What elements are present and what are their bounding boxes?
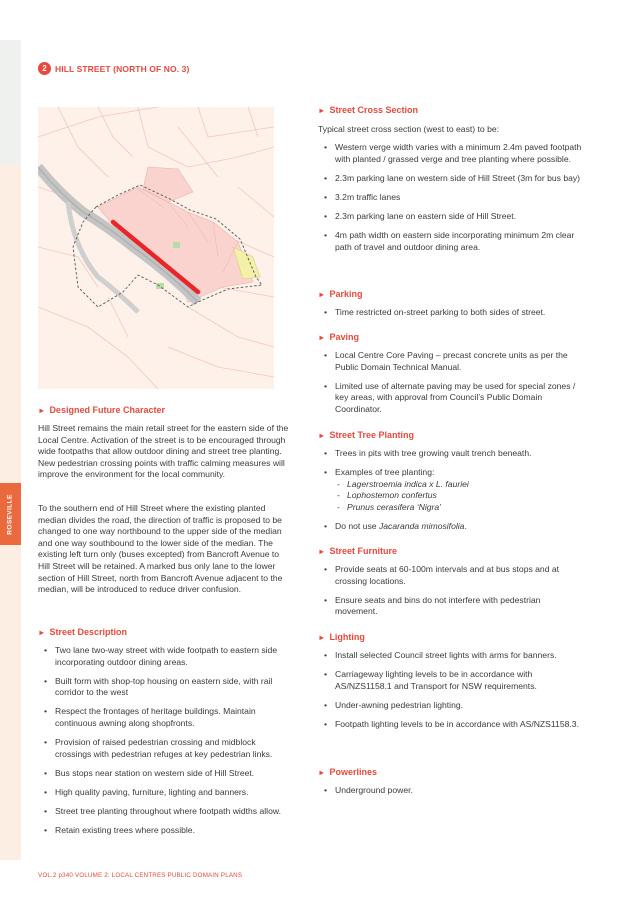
designed-character-paragraph-1: Hill Street remains the main retail street for the eastern side of the Local Centre. Activation of the street is to be encouraged through wide footpaths that allow outdoor dining and street tree planting. New pedestrian crossing points with traffic calming measures will improve the environment for the local community. — [38, 423, 289, 480]
sidebar-strip-top — [0, 40, 21, 165]
street-tree-planting-heading: ► Street Tree Planting — [318, 430, 414, 440]
powerlines-list — [318, 785, 584, 804]
list-item: • Install selected Council street lights with arms for banners. — [318, 650, 584, 662]
list-item: • Provide seats at 60-100m intervals and at bus stops and at crossing locations. — [318, 564, 584, 587]
list-item: • Limited use of alternate paving may be used for special zones / key areas, with approval from Council’s Public Domain Coordinator. — [318, 381, 584, 416]
cross-section-intro: Typical street cross section (west to east) to be: — [318, 124, 500, 134]
section-arrow-icon: ► — [38, 628, 46, 637]
list-item: • Ensure seats and bins do not interfere with pedestrian movement. — [318, 595, 584, 618]
tree-exclusion-prefix: Do not use — [335, 520, 379, 531]
street-description-heading: ► Street Description — [38, 627, 127, 637]
section-arrow-icon: ► — [318, 633, 326, 642]
paving-list — [318, 350, 584, 423]
tree-species-item: - Lophostemon confertus — [335, 490, 584, 502]
list-item: • Provision of raised pedestrian crossing and midblock crossings with pedestrian refuges at key pedestrian links. — [38, 737, 294, 760]
powerlines-heading: ► Powerlines — [318, 767, 377, 777]
heading-number-badge: 2 — [38, 62, 51, 75]
street-furniture-list — [318, 564, 584, 625]
lighting-heading: ► Lighting — [318, 632, 365, 642]
tree-species-list — [335, 479, 584, 514]
section-arrow-icon: ► — [318, 547, 326, 556]
list-item: • Footpath lighting levels to be in accordance with AS/NZS1158.3. — [318, 719, 584, 731]
list-item — [318, 521, 584, 533]
page-footer: VOL.2 p340 VOLUME 2: LOCAL CENTRES PUBLIC DOMAIN PLANS — [38, 872, 243, 879]
sidebar-tab-label: ROSEVILLE — [7, 493, 15, 535]
list-item: • Under-awning pedestrian lighting. — [318, 700, 584, 712]
sidebar-strip-bottom — [0, 545, 21, 860]
list-item: • Western verge width varies with a minimum 2.4m paved footpath with planted / grassed verge and tree planting where possible. — [318, 142, 584, 165]
site-map — [38, 107, 274, 389]
list-item: • 2.3m parking lane on eastern side of Hill Street. — [318, 211, 584, 223]
list-item: • Respect the frontages of heritage buildings. Maintain continuous awning along shopfronts. — [38, 706, 294, 729]
list-item: • 4m path width on eastern side incorporating minimum 2m clear path of travel and outdoor dining area. — [318, 230, 584, 253]
section-arrow-icon: ► — [38, 406, 46, 415]
list-item: • Time restricted on-street parking to both sides of street. — [318, 307, 584, 319]
list-item: • Bus stops near station on western side of Hill Street. — [38, 768, 294, 780]
street-description-list — [38, 645, 294, 844]
list-item: • Local Centre Core Paving – precast concrete units as per the Public Domain Technical Manual. — [318, 350, 584, 373]
list-item: • Underground power. — [318, 785, 584, 797]
sidebar-section-tab[interactable] — [0, 483, 21, 545]
section-arrow-icon: ► — [318, 333, 326, 342]
street-cross-section-heading: ► Street Cross Section — [318, 105, 418, 115]
site-map-graphic — [38, 107, 274, 389]
parking-heading: ► Parking — [318, 289, 363, 299]
parking-list — [318, 307, 584, 326]
list-item: • 3.2m traffic lanes — [318, 192, 584, 204]
tree-exclusion-species: Jacaranda mimosifolia — [378, 520, 465, 531]
list-item: • Two lane two-way street with wide footpath to eastern side incorporating outdoor dining areas. — [38, 645, 294, 668]
tree-species-item: - Lagerstroemia indica x L. fauriei — [335, 479, 584, 491]
list-item: • High quality paving, furniture, lighting and banners. — [38, 787, 294, 799]
tree-species-item: - Prunus cerasifera ‘Nigra’ — [335, 502, 584, 514]
page-heading — [38, 62, 189, 75]
list-item: • Retain existing trees where possible. — [38, 825, 294, 837]
paving-heading: ► Paving — [318, 332, 359, 342]
section-arrow-icon: ► — [318, 106, 326, 115]
list-item: • Street tree planting throughout where footpath widths allow. — [38, 806, 294, 818]
street-tree-planting-list — [318, 448, 584, 540]
designed-future-character-heading: ► Designed Future Character — [38, 405, 165, 415]
list-item — [318, 467, 584, 513]
list-item: • Built form with shop-top housing on eastern side, with rail corridor to the west — [38, 676, 294, 699]
list-item: • 2.3m parking lane on western side of Hill Street (3m for bus bay) — [318, 173, 584, 185]
lighting-list — [318, 650, 584, 738]
section-arrow-icon: ► — [318, 431, 326, 440]
sidebar-strip-middle — [0, 165, 21, 483]
section-arrow-icon: ► — [318, 768, 326, 777]
street-furniture-heading: ► Street Furniture — [318, 546, 397, 556]
list-item: • Trees in pits with tree growing vault trench beneath. — [318, 448, 584, 460]
tree-exclusion-suffix: . — [464, 520, 467, 531]
tree-examples-label: Examples of tree planting: — [335, 467, 435, 478]
designed-character-paragraph-2: To the southern end of Hill Street where the existing planted median divides the road, the direction of traffic is proposed to be changed to one way northbound to the upper side of the median and one way southbound to the lower side of the median. The existing left turn only (buses excepted) from Bancroft Avenue to Hill Street will be retained. A marked bus only lane to the lower section of Hill Street, north from Bancroft Avenue adjacent to the median, will be introduced to reduce driver confusion. — [38, 503, 283, 595]
list-item: • Carriageway lighting levels to be in accordance with AS/NZS1158.1 and Transport for NSW requirements. — [318, 669, 584, 692]
section-arrow-icon: ► — [318, 290, 326, 299]
street-cross-section-list — [318, 142, 584, 261]
page-title: HILL STREET (NORTH OF NO. 3) — [55, 63, 190, 74]
